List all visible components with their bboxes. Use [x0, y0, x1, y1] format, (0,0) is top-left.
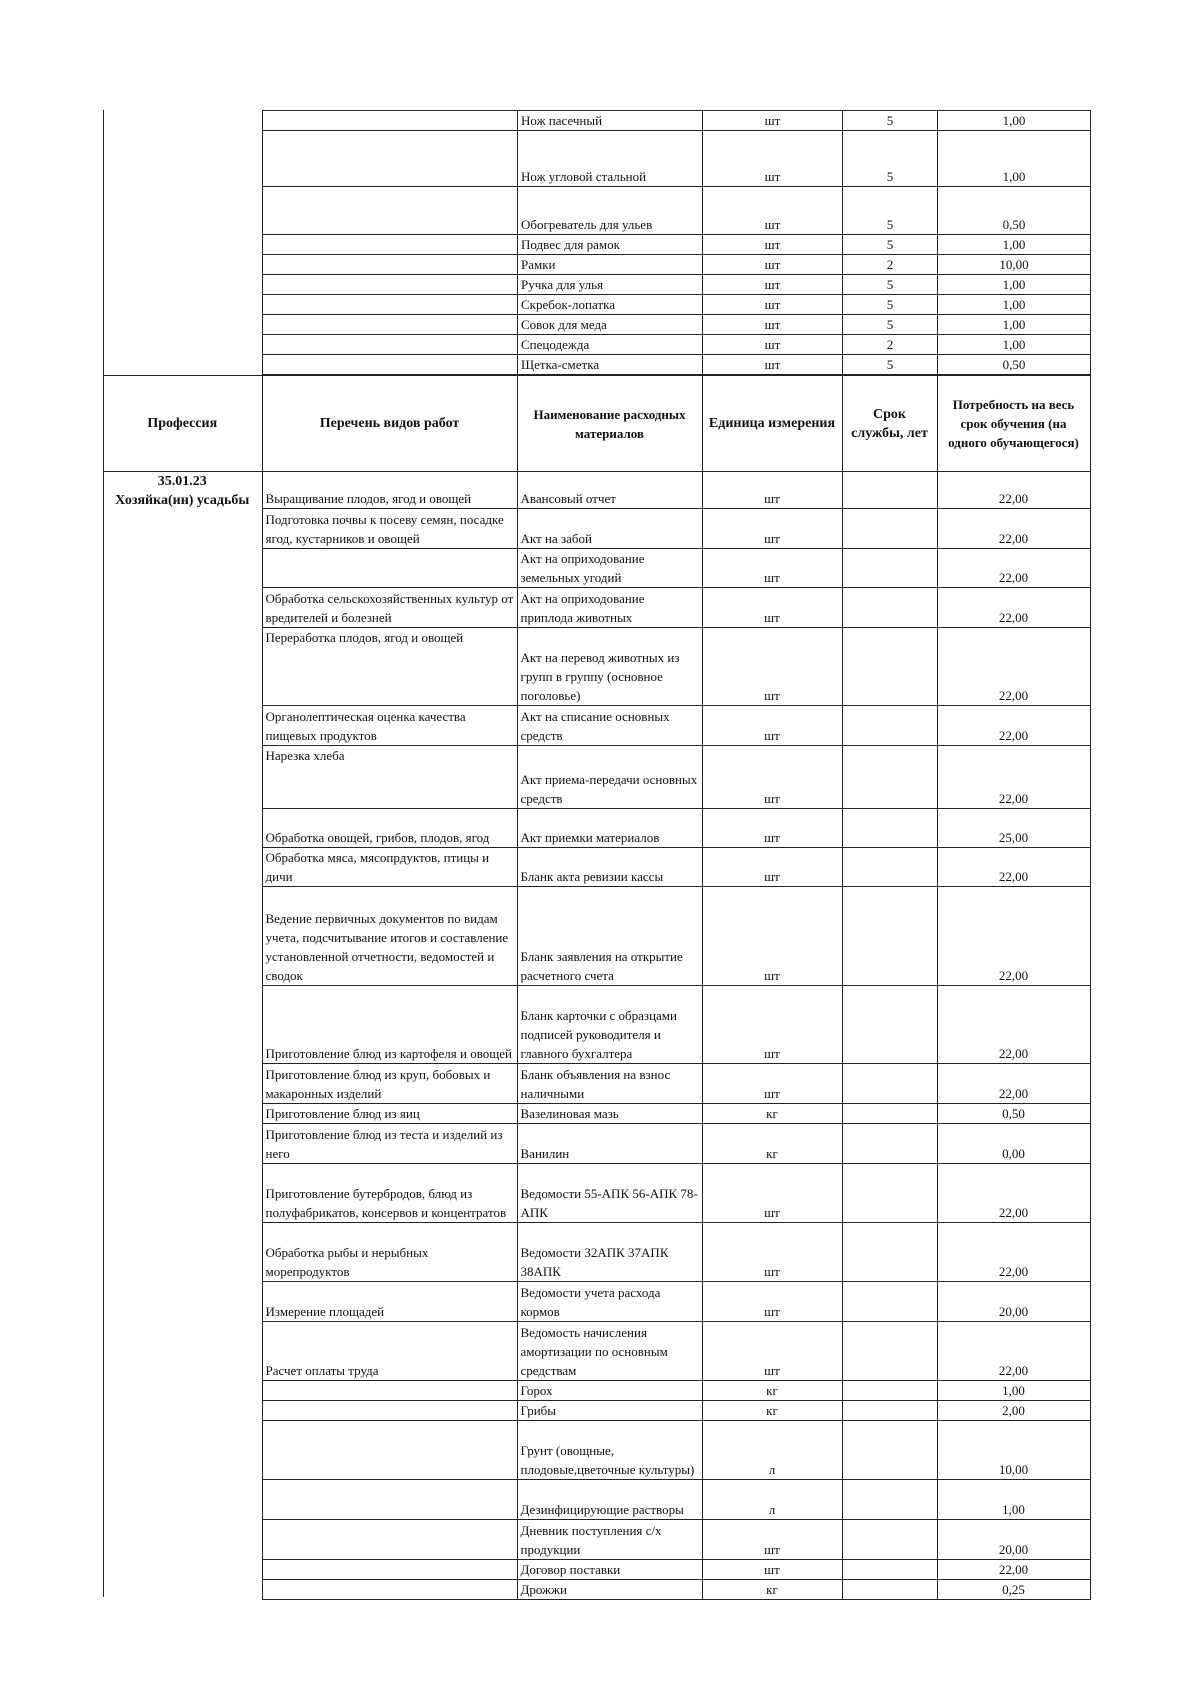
table-row	[263, 255, 1091, 275]
material-cell: Грибы	[517, 1401, 702, 1421]
unit-cell: шт	[702, 1164, 842, 1223]
need-cell: 22,00	[937, 472, 1090, 509]
need-cell: 10,00	[937, 1421, 1090, 1480]
unit-cell: шт	[702, 472, 842, 509]
term-cell	[842, 986, 937, 1064]
material-cell: Скребок-лопатка	[518, 295, 703, 315]
work-cell: Приготовление блюд из теста и изделий из него	[262, 1124, 517, 1164]
need-cell: 1,00	[938, 235, 1091, 255]
need-cell: 22,00	[937, 588, 1090, 628]
material-cell: Ведомости учета расхода кормов	[517, 1282, 702, 1322]
unit-cell: шт	[702, 509, 842, 549]
need-cell: 1,00	[938, 111, 1091, 131]
unit-cell: кг	[702, 1104, 842, 1124]
work-cell	[263, 295, 518, 315]
work-cell: Приготовление блюд из круп, бобовых и макаронных изделий	[262, 1064, 517, 1104]
need-cell: 10,00	[938, 255, 1091, 275]
work-cell	[262, 1480, 517, 1520]
work-cell	[262, 1580, 517, 1600]
material-cell: Грунт (овощные, плодовые,цветочные культуры)	[517, 1421, 702, 1480]
term-cell: 5	[843, 235, 938, 255]
table-row	[263, 235, 1091, 255]
work-cell	[263, 355, 518, 375]
term-cell	[842, 628, 937, 706]
work-cell: Приготовление блюд из картофеля и овощей	[262, 986, 517, 1064]
need-cell: 0,50	[938, 355, 1091, 375]
term-cell	[842, 1104, 937, 1124]
header-works: Перечень видов работ	[262, 376, 517, 472]
profession-code: 35.01.23	[157, 474, 207, 489]
work-cell: Подготовка почвы к посеву семян, посадке ягод, кустарников и овощей	[262, 509, 517, 549]
work-cell: Обработка овощей, грибов, плодов, ягод	[262, 809, 517, 848]
term-cell	[842, 1164, 937, 1223]
term-cell	[842, 509, 937, 549]
material-cell: Акт на оприходование земельных угодий	[517, 549, 702, 588]
unit-cell: шт	[703, 131, 843, 187]
work-cell: Обработка рыбы и нерыбных морепродуктов	[262, 1223, 517, 1282]
unit-cell: шт	[702, 887, 842, 986]
need-cell: 1,00	[937, 1480, 1090, 1520]
material-cell: Акт приемки материалов	[517, 809, 702, 848]
need-cell: 1,00	[938, 275, 1091, 295]
term-cell: 5	[843, 355, 938, 375]
need-cell: 25,00	[937, 809, 1090, 848]
unit-cell: шт	[702, 1282, 842, 1322]
profession-name: Хозяйка(ин) усадьбы	[115, 493, 250, 508]
material-cell: Ведомости 55-АПК 56-АПК 78-АПК	[517, 1164, 702, 1223]
unit-cell: шт	[702, 1560, 842, 1580]
work-cell	[263, 315, 518, 335]
unit-cell: шт	[703, 355, 843, 375]
unit-cell: кг	[702, 1381, 842, 1401]
unit-cell: шт	[702, 1322, 842, 1381]
material-cell: Рамки	[518, 255, 703, 275]
unit-cell: шт	[702, 549, 842, 588]
unit-cell: шт	[702, 848, 842, 887]
material-cell: Спецодежда	[518, 335, 703, 355]
material-cell: Бланк карточки с образцами подписей руководителя и главного бухгалтера	[517, 986, 702, 1064]
table-row	[263, 315, 1091, 335]
term-cell	[842, 549, 937, 588]
need-cell: 22,00	[937, 1223, 1090, 1282]
work-cell: Измерение площадей	[262, 1282, 517, 1322]
material-cell: Бланк акта ревизии кассы	[517, 848, 702, 887]
term-cell: 5	[843, 131, 938, 187]
term-cell: 5	[843, 187, 938, 235]
need-cell: 1,00	[938, 315, 1091, 335]
unit-cell: шт	[702, 986, 842, 1064]
materials-table	[103, 375, 1091, 1600]
material-cell: Дневник поступления с/х продукции	[517, 1520, 702, 1560]
material-cell: Дезинфицирующие растворы	[517, 1480, 702, 1520]
material-cell: Нож угловой стальной	[518, 131, 703, 187]
material-cell: Ведомости 32АПК 37АПК 38АПК	[517, 1223, 702, 1282]
header-need: Потребность на весь срок обучения (на одного обучающегося)	[937, 376, 1090, 472]
term-cell	[842, 1421, 937, 1480]
term-cell: 2	[843, 335, 938, 355]
unit-cell: шт	[703, 111, 843, 131]
table-row	[263, 355, 1091, 375]
term-cell	[842, 1560, 937, 1580]
need-cell: 22,00	[937, 746, 1090, 809]
work-cell	[262, 1560, 517, 1580]
material-cell: Дрожжи	[517, 1580, 702, 1600]
material-cell: Горох	[517, 1381, 702, 1401]
material-cell: Акт на забой	[517, 509, 702, 549]
need-cell: 22,00	[937, 986, 1090, 1064]
profession-cell	[103, 472, 262, 1600]
unit-cell: шт	[703, 255, 843, 275]
top-materials-table	[262, 110, 1091, 375]
unit-cell: шт	[703, 295, 843, 315]
work-cell: Обработка мяса, мясопрдуктов, птицы и дичи	[262, 848, 517, 887]
work-cell	[262, 1401, 517, 1421]
work-cell	[263, 187, 518, 235]
term-cell	[842, 1322, 937, 1381]
need-cell: 22,00	[937, 509, 1090, 549]
term-cell	[842, 1401, 937, 1421]
unit-cell: шт	[702, 588, 842, 628]
unit-cell: шт	[702, 1064, 842, 1104]
table-row	[263, 187, 1091, 235]
need-cell: 0,25	[937, 1580, 1090, 1600]
term-cell: 5	[843, 315, 938, 335]
work-cell: Выращивание плодов, ягод и овощей	[262, 472, 517, 509]
unit-cell: шт	[703, 187, 843, 235]
work-cell: Расчет оплаты труда	[262, 1322, 517, 1381]
work-cell	[263, 275, 518, 295]
work-cell	[263, 235, 518, 255]
work-cell: Органолептическая оценка качества пищевых продуктов	[262, 706, 517, 746]
need-cell: 22,00	[937, 848, 1090, 887]
unit-cell: шт	[703, 235, 843, 255]
need-cell: 22,00	[937, 1064, 1090, 1104]
need-cell: 0,50	[938, 187, 1091, 235]
need-cell: 1,00	[938, 131, 1091, 187]
header-term: Срок службы, лет	[842, 376, 937, 472]
unit-cell: шт	[702, 1520, 842, 1560]
term-cell	[842, 1520, 937, 1560]
table-row	[263, 131, 1091, 187]
unit-cell: шт	[702, 1223, 842, 1282]
need-cell: 22,00	[937, 1560, 1090, 1580]
term-cell: 5	[843, 111, 938, 131]
unit-cell: шт	[702, 746, 842, 809]
unit-cell: шт	[703, 335, 843, 355]
term-cell	[842, 1381, 937, 1401]
table-row	[263, 111, 1091, 131]
material-cell: Акт на перевод животных из групп в группу (основное поголовье)	[517, 628, 702, 706]
work-cell: Нарезка хлеба	[262, 746, 517, 809]
term-cell	[842, 1282, 937, 1322]
material-cell: Ведомость начисления амортизации по основным средствам	[517, 1322, 702, 1381]
term-cell	[842, 887, 937, 986]
unit-cell: шт	[703, 275, 843, 295]
material-cell: Ручка для улья	[518, 275, 703, 295]
need-cell: 20,00	[937, 1520, 1090, 1560]
unit-cell: л	[702, 1480, 842, 1520]
need-cell: 22,00	[937, 1322, 1090, 1381]
term-cell	[842, 746, 937, 809]
unit-cell: шт	[703, 315, 843, 335]
need-cell: 0,50	[937, 1104, 1090, 1124]
need-cell: 1,00	[938, 335, 1091, 355]
work-cell	[262, 1520, 517, 1560]
material-cell: Обогреватель для ульев	[518, 187, 703, 235]
term-cell	[842, 848, 937, 887]
table-row	[263, 335, 1091, 355]
work-cell	[263, 335, 518, 355]
material-cell: Бланк объявления на взнос наличными	[517, 1064, 702, 1104]
material-cell: Ванилин	[517, 1124, 702, 1164]
unit-cell: шт	[702, 628, 842, 706]
header-material: Наименование расходных материалов	[517, 376, 702, 472]
term-cell	[842, 1580, 937, 1600]
need-cell: 20,00	[937, 1282, 1090, 1322]
term-cell	[842, 588, 937, 628]
term-cell	[842, 1124, 937, 1164]
material-cell: Договор поставки	[517, 1560, 702, 1580]
table-row	[103, 472, 1090, 509]
term-cell: 5	[843, 295, 938, 315]
material-cell: Бланк заявления на открытие расчетного счета	[517, 887, 702, 986]
need-cell: 22,00	[937, 549, 1090, 588]
material-cell: Вазелиновая мазь	[517, 1104, 702, 1124]
work-cell: Обработка сельскохозяйственных культур от вредителей и болезней	[262, 588, 517, 628]
term-cell	[842, 1064, 937, 1104]
work-cell	[262, 1421, 517, 1480]
unit-cell: кг	[702, 1580, 842, 1600]
term-cell: 5	[843, 275, 938, 295]
term-cell	[842, 809, 937, 848]
table-row	[263, 295, 1091, 315]
header-profession: Профессия	[103, 376, 262, 472]
need-cell: 1,00	[937, 1381, 1090, 1401]
work-cell	[263, 131, 518, 187]
material-cell: Акт приема-передачи основных средств	[517, 746, 702, 809]
material-cell: Акт на списание основных средств	[517, 706, 702, 746]
work-cell	[262, 549, 517, 588]
need-cell: 0,00	[937, 1124, 1090, 1164]
need-cell: 2,00	[937, 1401, 1090, 1421]
need-cell: 22,00	[937, 1164, 1090, 1223]
table-row	[263, 275, 1091, 295]
term-cell	[842, 1480, 937, 1520]
term-cell	[842, 1223, 937, 1282]
material-cell: Щетка-сметка	[518, 355, 703, 375]
work-cell: Приготовление бутербродов, блюд из полуфабрикатов, консервов и концентратов	[262, 1164, 517, 1223]
term-cell	[842, 706, 937, 746]
work-cell: Приготовление блюд из яиц	[262, 1104, 517, 1124]
work-cell	[263, 111, 518, 131]
unit-cell: шт	[702, 706, 842, 746]
work-cell	[262, 1381, 517, 1401]
term-cell	[842, 472, 937, 509]
table-header-row	[103, 376, 1090, 472]
need-cell: 1,00	[938, 295, 1091, 315]
term-cell: 2	[843, 255, 938, 275]
work-cell	[263, 255, 518, 275]
need-cell: 22,00	[937, 887, 1090, 986]
work-cell: Переработка плодов, ягод и овощей	[262, 628, 517, 706]
unit-cell: шт	[702, 809, 842, 848]
unit-cell: кг	[702, 1401, 842, 1421]
need-cell: 22,00	[937, 628, 1090, 706]
header-unit: Единица измерения	[702, 376, 842, 472]
work-cell: Ведение первичных документов по видам учета, подсчитывание итогов и составление установленной отчетности, ведомостей и сводок	[262, 887, 517, 986]
unit-cell: л	[702, 1421, 842, 1480]
unit-cell: кг	[702, 1124, 842, 1164]
material-cell: Совок для меда	[518, 315, 703, 335]
material-cell: Нож пасечный	[518, 111, 703, 131]
need-cell: 22,00	[937, 706, 1090, 746]
material-cell: Авансовый отчет	[517, 472, 702, 509]
material-cell: Подвес для рамок	[518, 235, 703, 255]
material-cell: Акт на оприходование приплода животных	[517, 588, 702, 628]
